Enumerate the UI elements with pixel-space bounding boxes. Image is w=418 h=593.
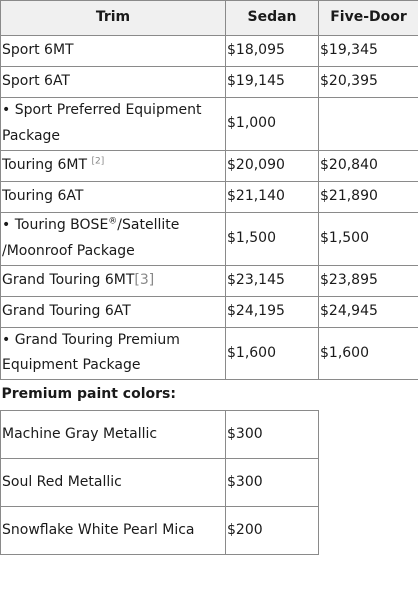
five-door-price: $1,600 xyxy=(319,327,418,380)
five-door-price xyxy=(319,98,418,151)
trim-cell: Sport 6AT xyxy=(1,67,226,98)
table-row xyxy=(1,296,418,327)
trim-line: • Touring BOSE xyxy=(2,216,109,233)
sedan-price: $20,090 xyxy=(226,150,319,181)
header-row xyxy=(1,1,418,36)
sedan-price: $1,000 xyxy=(226,98,319,151)
table-row xyxy=(1,327,418,380)
trim-cell xyxy=(1,212,226,265)
table-row xyxy=(1,36,418,67)
sedan-price: $1,600 xyxy=(226,327,319,380)
five-door-price: $19,345 xyxy=(319,36,418,67)
sedan-price: $24,195 xyxy=(226,296,319,327)
footnote-link[interactable]: [3] xyxy=(134,271,155,288)
trim-label: Touring 6MT xyxy=(2,156,88,173)
five-door-price: $20,840 xyxy=(319,150,418,181)
table-row xyxy=(1,212,418,265)
trim-cell xyxy=(1,98,226,151)
sedan-price: $21,140 xyxy=(226,181,319,212)
sedan-price: $18,095 xyxy=(226,36,319,67)
paint-row xyxy=(1,459,418,507)
trim-line: Package xyxy=(2,127,61,144)
trim-line: • Grand Touring Premium xyxy=(2,331,180,348)
footnote-link[interactable]: [2] xyxy=(91,156,105,167)
paint-price: $200 xyxy=(226,507,319,555)
paint-row xyxy=(1,507,418,555)
trim-cell xyxy=(1,327,226,380)
table-row xyxy=(1,265,418,296)
trim-cell: Grand Touring 6AT xyxy=(1,296,226,327)
registered-mark: ® xyxy=(108,216,118,227)
paint-color: Snowflake White Pearl Mica xyxy=(1,507,226,555)
five-door-price: $24,945 xyxy=(319,296,418,327)
header-sedan: Sedan xyxy=(226,1,319,36)
trim-line: /Satellite xyxy=(117,216,180,233)
trim-cell xyxy=(1,265,226,296)
five-door-price: $23,895 xyxy=(319,265,418,296)
table-row xyxy=(1,181,418,212)
empty-cell xyxy=(319,507,418,555)
section-heading: Premium paint colors: xyxy=(1,386,176,403)
five-door-price: $20,395 xyxy=(319,67,418,98)
trim-cell xyxy=(1,150,226,181)
trim-line: • Sport Preferred Equipment xyxy=(2,102,202,118)
header-trim: Trim xyxy=(1,1,226,36)
sedan-price: $23,145 xyxy=(226,265,319,296)
table-row xyxy=(1,67,418,98)
paint-color: Soul Red Metallic xyxy=(1,459,226,507)
paint-color: Machine Gray Metallic xyxy=(1,411,226,459)
paint-row xyxy=(1,411,418,459)
paint-price: $300 xyxy=(226,411,319,459)
sedan-price: $19,145 xyxy=(226,67,319,98)
paint-price: $300 xyxy=(226,459,319,507)
empty-cell xyxy=(319,459,418,507)
header-five-door: Five-Door xyxy=(319,1,418,36)
sedan-price: $1,500 xyxy=(226,212,319,265)
five-door-price: $21,890 xyxy=(319,181,418,212)
trim-cell: Touring 6AT xyxy=(1,181,226,212)
trim-line: Equipment Package xyxy=(2,357,141,374)
empty-cell xyxy=(319,411,418,459)
trim-line: /Moonroof Package xyxy=(2,242,135,259)
table-row xyxy=(1,98,418,151)
five-door-price: $1,500 xyxy=(319,212,418,265)
table-row xyxy=(1,150,418,181)
trim-cell: Sport 6MT xyxy=(1,36,226,67)
section-heading-row xyxy=(1,380,418,411)
trim-label: Grand Touring 6MT xyxy=(2,271,135,288)
